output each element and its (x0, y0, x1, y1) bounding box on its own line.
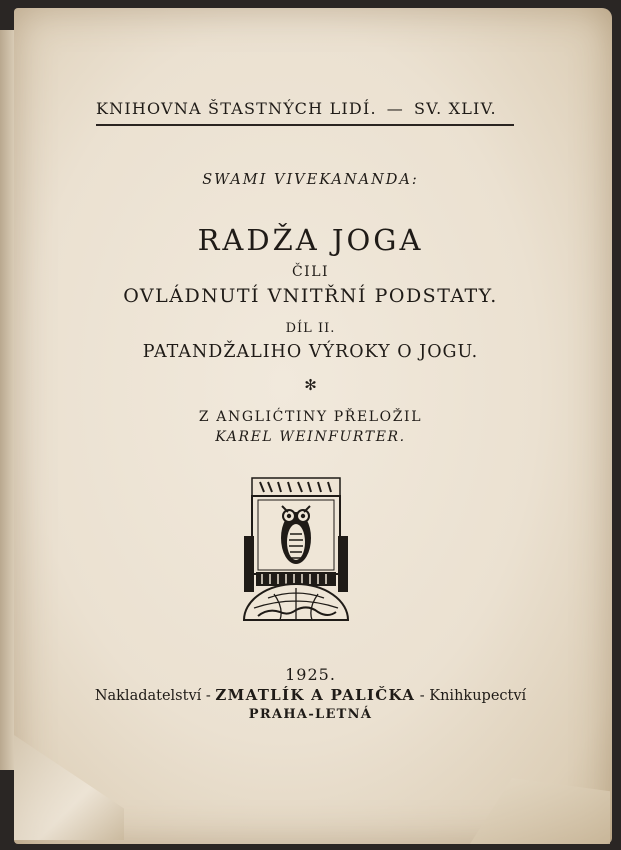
part-label: DÍL II. (285, 321, 336, 336)
book-subtitle: OVLÁDNUTÍ VNITŘNÍ PODSTATY. (123, 285, 498, 307)
header-rule (96, 124, 514, 126)
publisher-left: Nakladatelství (94, 688, 202, 704)
part-title: PATANDŽALIHO VÝROKY O JOGU. (142, 342, 479, 362)
publisher-sep-2: - (419, 688, 425, 704)
translation-note: Z ANGLIĆTINY PŘELOŽIL (198, 409, 423, 425)
publication-year: 1925. (285, 665, 336, 684)
author-name: SWAMI VIVEKANANDA: (202, 172, 419, 188)
publisher-line (0, 686, 621, 704)
publisher-right: Knihkupectví (429, 688, 527, 704)
translator-name: KAREL WEINFURTER. (215, 429, 406, 445)
publisher-city: PRAHA-LETNÁ (248, 707, 373, 722)
series-name: KNIHOVNA ŠTASTNÝCH LIDÍ. (96, 99, 377, 118)
publisher-sep-1: - (205, 688, 211, 704)
series-header (96, 99, 497, 118)
publisher-name: ZMATLÍK A PALIČKA (215, 686, 416, 704)
title-conjunction: ČILI (291, 264, 330, 280)
book-title: RADŽA JOGA (197, 223, 424, 257)
series-separator: — (386, 99, 404, 118)
owl-publisher-emblem-icon (238, 476, 354, 622)
series-volume: SV. XLIV. (413, 99, 497, 118)
ornament-asterisk: ✻ (304, 376, 317, 394)
